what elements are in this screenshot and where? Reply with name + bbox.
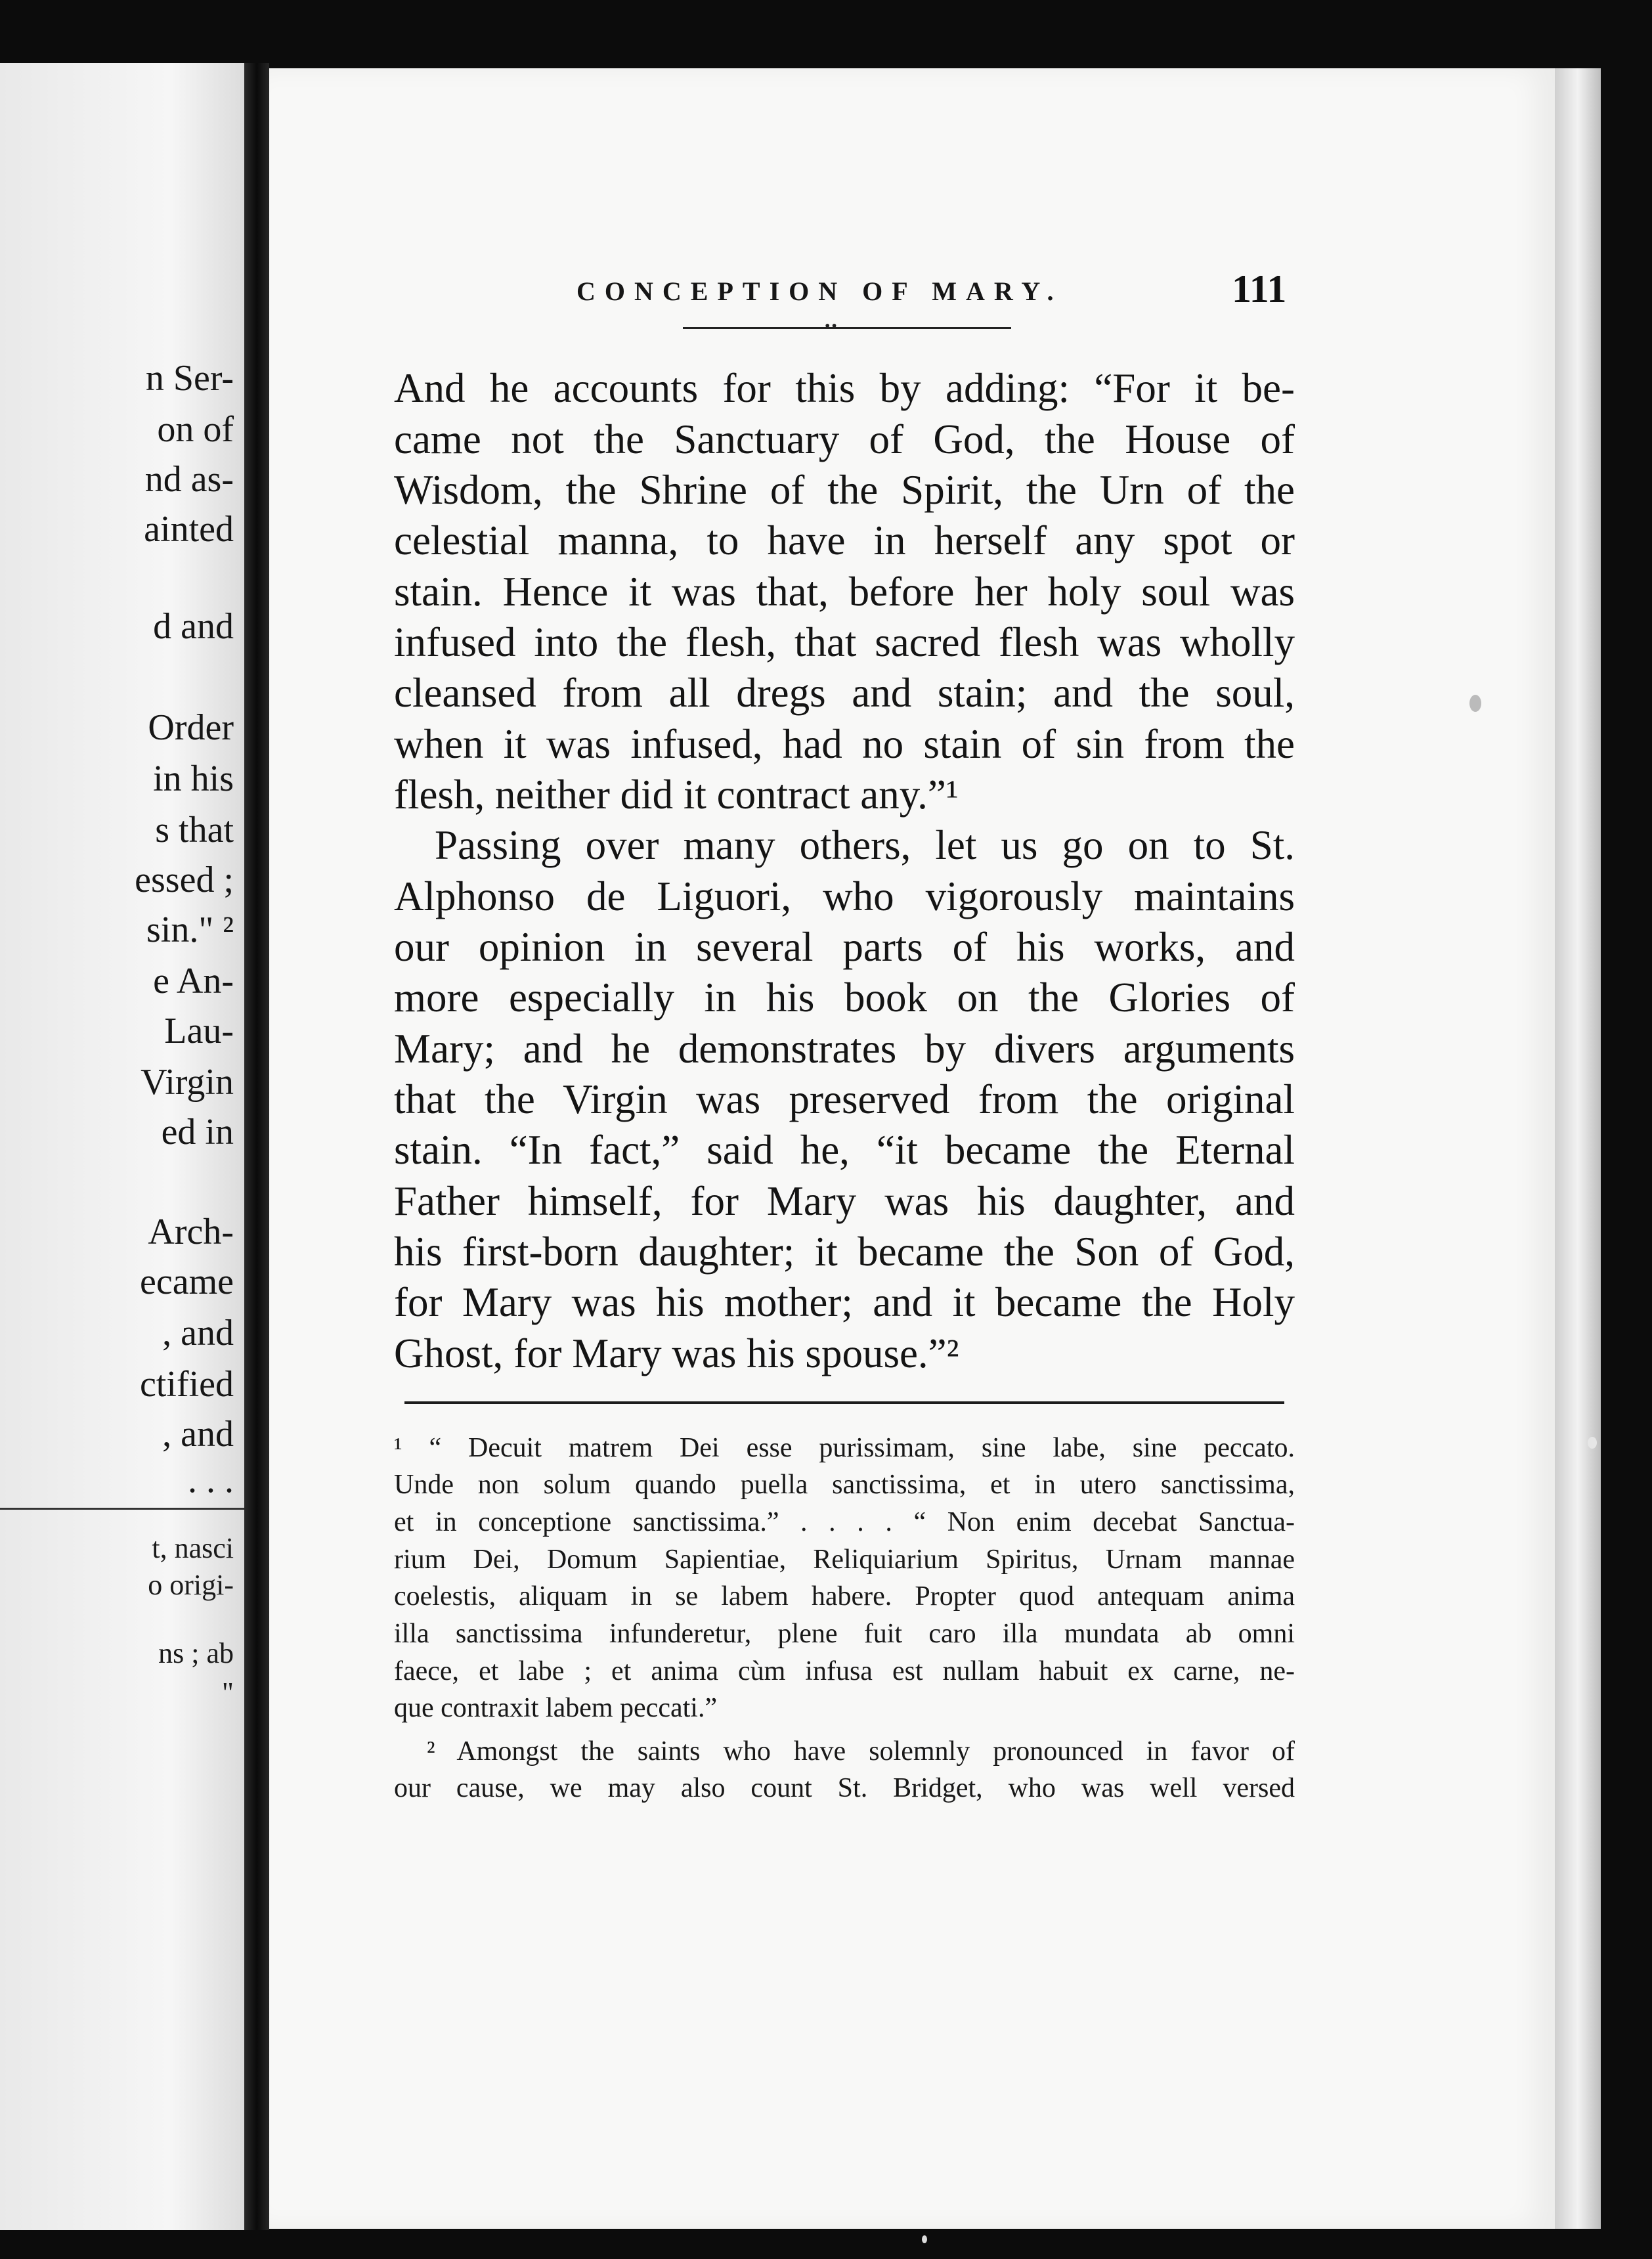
body-line: more especially in his book on the Glories of [394,975,1295,1020]
left-page-line: Virgin [141,1062,234,1103]
left-page-note-line: ns ; ab [158,1637,234,1669]
left-page-line: Lau- [164,1011,234,1051]
left-page-line: , and [162,1313,234,1353]
left-page-line: Arch- [148,1212,234,1252]
page-number: 111 [1232,267,1287,311]
left-page-line: n Ser- [145,358,234,399]
footnote-line: et in conceptione sanctissima.” . . . . “ Non enim decebat Sanctua- [394,1507,1295,1537]
footnote-line: illa sanctissima infunderetur, plene fuit caro illa mundata ab omni [394,1619,1295,1649]
footnote-line: coelestis, aliquam in se labem habere. Propter quod antequam anima [394,1581,1295,1612]
running-head: CONCEPTION OF MARY. [576,276,1063,306]
left-page-line: essed ; [135,860,234,900]
footnote-line: que contraxit labem peccati.” [394,1693,718,1723]
body-line: that the Virgin was preserved from the original [394,1076,1295,1122]
left-page-line: d and [153,606,234,647]
body-line: Wisdom, the Shrine of the Spirit, the Urn of the [394,467,1295,513]
left-page-line: ed in [161,1112,234,1152]
left-facing-page [0,63,244,2230]
left-page-line: . . . [188,1460,234,1501]
body-line: Ghost, for Mary was his spouse.”² [394,1330,959,1376]
footnote-line: ¹ “ Decuit matrem Dei esse purissimam, sine labe, sine peccato. [394,1433,1295,1463]
scan-speck [922,2235,927,2243]
page-edge [1555,68,1601,2229]
body-line: when it was infused, had no stain of sin from the [394,721,1295,767]
left-page-line: s that [155,810,234,850]
body-line: stain. Hence it was that, before her holy soul was [394,569,1295,615]
left-page-line: ctified [139,1364,234,1405]
left-page-line: on of [157,409,234,450]
body-line: our opinion in several parts of his works, and [394,924,1295,970]
book-gutter [244,63,269,2230]
footnote-line: Unde non solum quando puella sanctissima, et in utero sanctissima, [394,1470,1295,1500]
footnote-line: ² Amongst the saints who have solemnly pronounced in favor of [427,1736,1295,1766]
left-page-line: nd as- [144,459,234,500]
body-line: cleansed from all dregs and stain; and the soul, [394,670,1295,716]
scan-speck [1588,1437,1597,1449]
body-line: Mary; and he demonstrates by divers arguments [394,1026,1295,1072]
footnote-rule [404,1401,1284,1404]
left-page-line: Order [148,707,234,748]
body-line: for Mary was his mother; and it became the Holy [394,1279,1295,1325]
body-line: And he accounts for this by adding: “For it be- [394,365,1295,411]
left-page-note-line: " [222,1677,234,1709]
footnote-line: our cause, we may also count St. Bridget, who was well versed [394,1773,1295,1803]
left-page-line: ecame [140,1261,234,1302]
body-line: Father himself, for Mary was his daughter, and [394,1178,1295,1224]
body-line: stain. “In fact,” said he, “it became the Eternal [394,1127,1295,1173]
body-line: came not the Sanctuary of God, the House of [394,416,1295,462]
left-page-line: e An- [153,961,234,1001]
left-page-line: in his [153,758,234,799]
scan-speck [1469,695,1481,712]
body-line: Alphonso de Liguori, who vigorously maintains [394,873,1295,919]
left-page-note-line: o origi- [148,1569,234,1601]
footnote-line: rium Dei, Domum Sapientiae, Reliquiarium Spiritus, Urnam mannae [394,1545,1295,1575]
body-line: flesh, neither did it contract any.”¹ [394,772,959,818]
header-rule [683,327,1011,329]
body-line: Passing over many others, let us go on to St. [435,822,1295,868]
header-ornament: •• [825,318,838,335]
left-page-note-line: t, nasci [152,1532,234,1564]
body-line: his first-born daughter; it became the Son of God, [394,1229,1295,1275]
body-line: celestial manna, to have in herself any spot or [394,517,1295,563]
left-page-line: ainted [144,509,234,550]
left-page-line: sin." ² [146,910,234,950]
body-line: infused into the flesh, that sacred flesh was wholly [394,619,1295,665]
left-page-footnote-rule [0,1508,244,1510]
left-page-line: , and [162,1414,234,1455]
footnote-line: faece, et labe ; et anima cùm infusa est nullam habuit ex carne, ne- [394,1656,1295,1686]
